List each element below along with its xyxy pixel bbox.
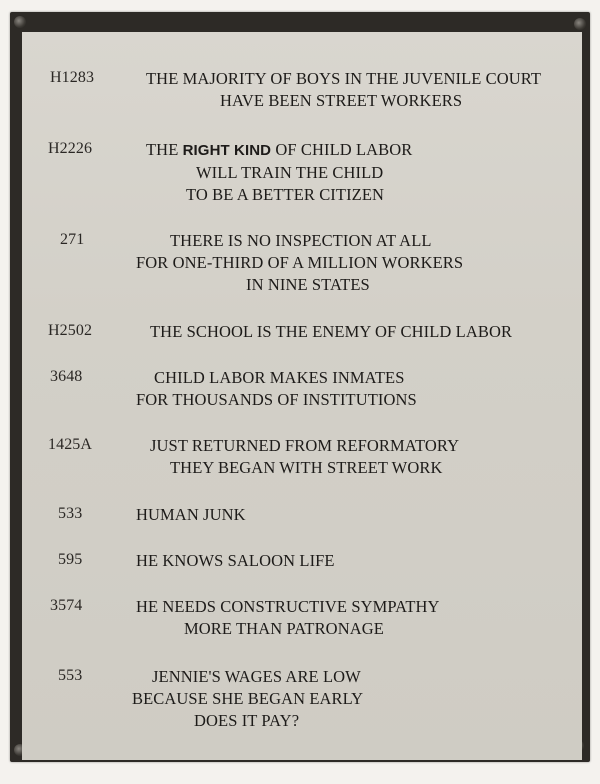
photo-code: 553 xyxy=(58,667,83,684)
photo-code: 595 xyxy=(58,551,83,568)
photo-code: 3648 xyxy=(50,368,83,385)
caption-text: THE xyxy=(146,140,183,159)
caption-line: THEY BEGAN WITH STREET WORK xyxy=(170,458,443,477)
photo-code: 1425A xyxy=(48,436,93,453)
poster-frame xyxy=(10,12,590,762)
caption-line: HUMAN JUNK xyxy=(136,505,246,524)
caption-line: CHILD LABOR MAKES INMATES xyxy=(154,368,405,387)
caption-line: TO BE A BETTER CITIZEN xyxy=(186,185,385,204)
caption-line: JENNIE'S WAGES ARE LOW xyxy=(152,667,361,686)
caption-line: HE KNOWS SALOON LIFE xyxy=(136,551,335,570)
poster-panel xyxy=(22,32,582,760)
caption-line: JUST RETURNED FROM REFORMATORY xyxy=(150,436,460,455)
caption-line: FOR THOUSANDS OF INSTITUTIONS xyxy=(136,390,417,409)
caption-line: HE NEEDS CONSTRUCTIVE SYMPATHY xyxy=(136,597,440,616)
caption-line: THE SCHOOL IS THE ENEMY OF CHILD LABOR xyxy=(150,322,513,341)
caption-line xyxy=(146,140,412,160)
caption-line: DOES IT PAY? xyxy=(194,711,300,730)
photo-code: H2502 xyxy=(48,322,93,339)
caption-line: WILL TRAIN THE CHILD xyxy=(196,163,384,182)
photo-code: 271 xyxy=(60,231,85,248)
tack-icon-top-right xyxy=(574,18,586,30)
photo-code: 533 xyxy=(58,505,83,522)
caption-line: THERE IS NO INSPECTION AT ALL xyxy=(170,231,432,250)
caption-emphasis: RIGHT KIND xyxy=(182,142,272,159)
caption-line: IN NINE STATES xyxy=(246,275,370,294)
caption-line: FOR ONE-THIRD OF A MILLION WORKERS xyxy=(136,253,464,272)
caption-line: BECAUSE SHE BEGAN EARLY xyxy=(132,689,364,708)
caption-line: HAVE BEEN STREET WORKERS xyxy=(220,91,463,110)
photo-code: H2226 xyxy=(48,140,93,157)
caption-line: MORE THAN PATRONAGE xyxy=(184,619,384,638)
caption-line: THE MAJORITY OF BOYS IN THE JUVENILE COURT xyxy=(146,69,542,88)
caption-text: OF CHILD LABOR xyxy=(271,140,413,159)
photo-code: 3574 xyxy=(50,597,83,614)
photo-code: H1283 xyxy=(50,69,95,86)
tack-icon-top-left xyxy=(14,16,26,28)
